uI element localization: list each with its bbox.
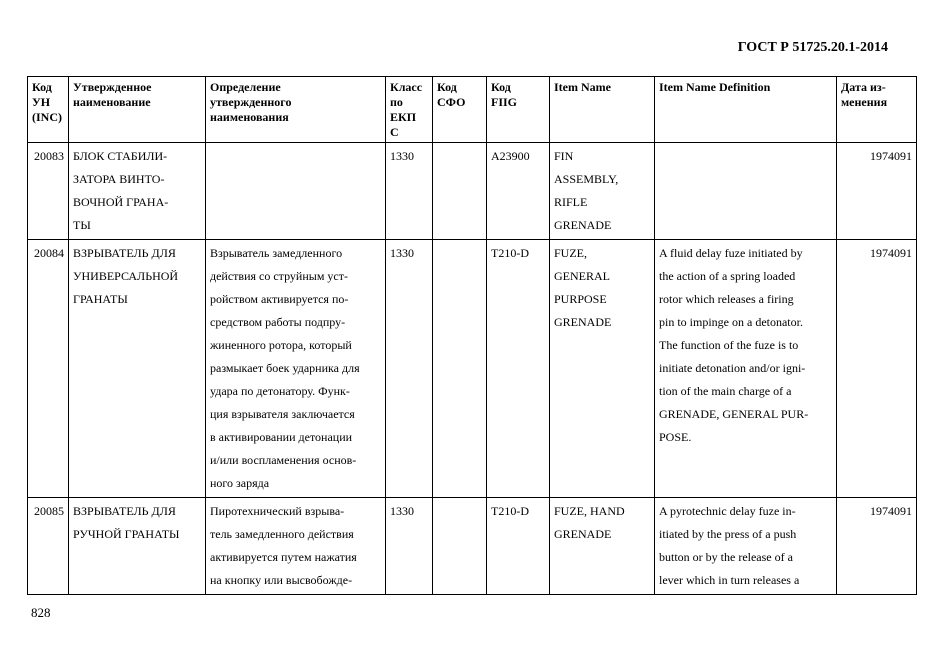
- header-line: Дата из-: [841, 80, 886, 94]
- cell-definition: [206, 240, 386, 498]
- cell-definition-line: средством работы подпру-: [210, 315, 346, 329]
- cell-item-name-line: FIN: [554, 149, 574, 163]
- cell-approved-name-line: ВЗРЫВАТЕЛЬ ДЛЯ: [73, 504, 176, 518]
- cell-definition-line: в активировании детонации: [210, 430, 353, 444]
- cell-change-date: 1974091: [837, 143, 917, 240]
- cell-item-name-definition-line: button or by the release of a: [659, 550, 793, 564]
- cell-item-name-definition: [655, 240, 837, 498]
- cell-approved-name: [69, 240, 206, 498]
- table-row: [28, 143, 917, 240]
- cell-item-name-line: FUZE, HAND: [554, 504, 625, 518]
- header-item-name: [550, 77, 655, 143]
- header-line: наименования: [210, 110, 289, 124]
- header-inc: [28, 77, 69, 143]
- cell-item-name-definition-line: initiate detonation and/or igni-: [659, 361, 806, 375]
- cell-item-name-definition-line: pin to impinge on a detonator.: [659, 315, 803, 329]
- header-change-date: [837, 77, 917, 143]
- header-line: Код: [32, 80, 52, 94]
- cell-item-name: [550, 240, 655, 498]
- cell-definition-line: ция взрывателя заключается: [210, 407, 355, 421]
- cell-definition-line: тель замедленного действия: [210, 527, 354, 541]
- cell-approved-name-line: ТЫ: [73, 218, 91, 232]
- cell-inc: 20084: [28, 240, 69, 498]
- cell-definition-line: ройством активируется по-: [210, 292, 349, 306]
- header-line: FIIG: [491, 95, 518, 109]
- cell-approved-name-line: ВОЧНОЙ ГРАНА-: [73, 195, 169, 209]
- header-sfo: [433, 77, 487, 143]
- cell-definition-line: на кнопку или высвобожде-: [210, 573, 353, 587]
- header-line: Item Name Definition: [659, 80, 771, 94]
- cell-approved-name-line: УНИВЕРСАЛЬНОЙ: [73, 269, 179, 283]
- cell-definition: [206, 143, 386, 240]
- cell-item-name-line: GRENADE: [554, 218, 612, 232]
- cell-item-name: [550, 498, 655, 595]
- header-item-name-definition: [655, 77, 837, 143]
- header-line: наименование: [73, 95, 151, 109]
- cell-fiig: A23900: [487, 143, 550, 240]
- cell-item-name-line: ASSEMBLY,: [554, 172, 619, 186]
- header-line: утвержденного: [210, 95, 292, 109]
- header-definition: [206, 77, 386, 143]
- cell-definition-line: жиненного ротора, который: [210, 338, 352, 352]
- cell-approved-name-line: РУЧНОЙ ГРАНАТЫ: [73, 527, 180, 541]
- cell-approved-name-line: ГРАНАТЫ: [73, 292, 128, 306]
- cell-approved-name-line: БЛОК СТАБИЛИ-: [73, 149, 168, 163]
- header-line: Item Name: [554, 80, 611, 94]
- table-row: [28, 240, 917, 498]
- cell-sfo: [433, 498, 487, 595]
- page-number: 828: [31, 605, 51, 620]
- cell-item-name-definition-line: POSE.: [659, 430, 692, 444]
- header-line: УН: [32, 95, 51, 109]
- header-class: [386, 77, 433, 143]
- cell-item-name-definition-line: the action of a spring loaded: [659, 269, 796, 283]
- cell-item-name-line: GRENADE: [554, 315, 612, 329]
- header-line: ЕКП: [390, 110, 417, 124]
- cell-class: 1330: [386, 143, 433, 240]
- cell-approved-name-line: ЗАТОРА ВИНТО-: [73, 172, 165, 186]
- cell-change-date: 1974091: [837, 240, 917, 498]
- cell-definition-line: ного заряда: [210, 476, 270, 490]
- cell-fiig: T210-D: [487, 498, 550, 595]
- cell-item-name-definition-line: itiated by the press of a push: [659, 527, 797, 541]
- cell-item-name-line: RIFLE: [554, 195, 588, 209]
- header-line: Определение: [210, 80, 281, 94]
- header-line: Утвержденное: [73, 80, 152, 94]
- header-line: СФО: [437, 95, 466, 109]
- cell-definition-line: Взрыватель замедленного: [210, 246, 343, 260]
- cell-definition: [206, 498, 386, 595]
- standard-number: ГОСТ Р 51725.20.1-2014: [737, 40, 888, 55]
- cell-inc: 20085: [28, 498, 69, 595]
- cell-definition-line: активируется путем нажатия: [210, 550, 357, 564]
- cell-class: 1330: [386, 240, 433, 498]
- cell-item-name-definition-line: The function of the fuze is to: [659, 338, 799, 352]
- cell-sfo: [433, 240, 487, 498]
- cell-item-name-definition-line: lever which in turn releases a: [659, 573, 800, 587]
- cell-item-name-definition: [655, 143, 837, 240]
- cell-approved-name: [69, 498, 206, 595]
- cell-item-name-line: PURPOSE: [554, 292, 607, 306]
- header-line: (INC): [32, 110, 62, 124]
- cell-item-name: [550, 143, 655, 240]
- cell-inc: 20083: [28, 143, 69, 240]
- table-row: [28, 498, 917, 595]
- cell-item-name-definition-line: A pyrotechnic delay fuze in-: [659, 504, 796, 518]
- cell-item-name-definition: [655, 498, 837, 595]
- header-line: менения: [841, 95, 888, 109]
- header-line: Код: [437, 80, 457, 94]
- cell-class: 1330: [386, 498, 433, 595]
- cell-sfo: [433, 143, 487, 240]
- cell-item-name-definition-line: rotor which releases a firing: [659, 292, 794, 306]
- cell-item-name-line: GRENADE: [554, 527, 612, 541]
- header-line: по: [390, 95, 403, 109]
- header-approved-name: [69, 77, 206, 143]
- cell-definition-line: удара по детонатору. Функ-: [210, 384, 350, 398]
- header-line: Класс: [390, 80, 423, 94]
- cell-item-name-line: FUZE,: [554, 246, 587, 260]
- cell-change-date: 1974091: [837, 498, 917, 595]
- header-line: Код: [491, 80, 511, 94]
- cell-item-name-definition-line: A fluid delay fuze initiated by: [659, 246, 803, 260]
- cell-definition-line: Пиротехнический взрыва-: [210, 504, 345, 518]
- catalog-table: [27, 76, 917, 595]
- header-line: С: [390, 125, 399, 139]
- cell-definition-line: размыкает боек ударника для: [210, 361, 360, 375]
- cell-approved-name: [69, 143, 206, 240]
- cell-item-name-definition-line: GRENADE, GENERAL PUR-: [659, 407, 809, 421]
- cell-fiig: T210-D: [487, 240, 550, 498]
- header-row: [28, 77, 917, 143]
- cell-definition-line: и/или воспламенения основ-: [210, 453, 357, 467]
- cell-item-name-line: GENERAL: [554, 269, 610, 283]
- cell-definition-line: действия со струйным уст-: [210, 269, 348, 283]
- cell-approved-name-line: ВЗРЫВАТЕЛЬ ДЛЯ: [73, 246, 176, 260]
- cell-item-name-definition-line: tion of the main charge of a: [659, 384, 792, 398]
- header-fiig: [487, 77, 550, 143]
